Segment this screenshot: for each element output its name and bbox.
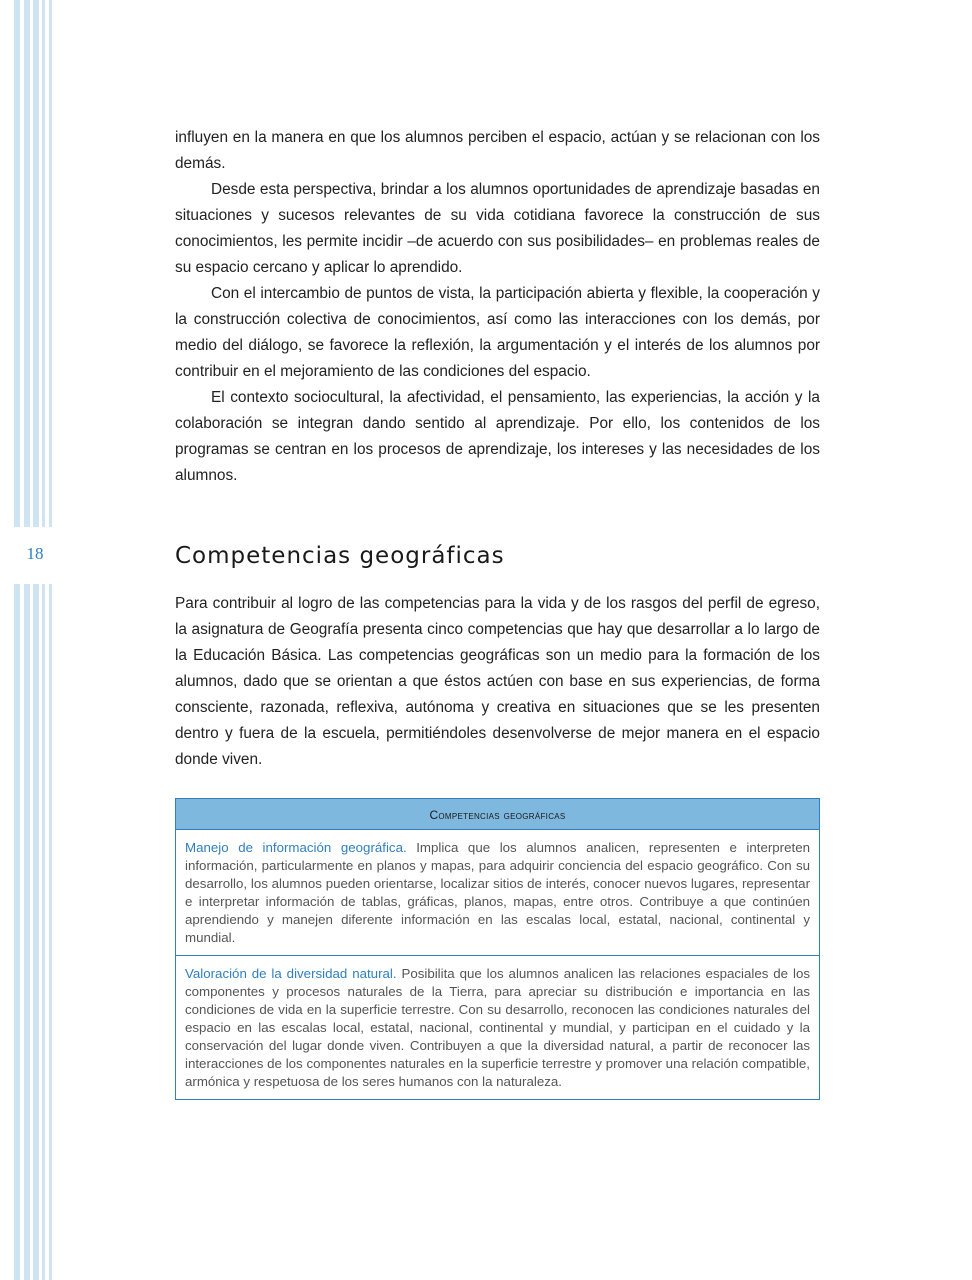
table-row xyxy=(176,830,819,955)
margin-stripe xyxy=(42,0,45,527)
competencies-table xyxy=(175,798,820,1100)
margin-stripe xyxy=(49,0,52,527)
page-number: 18 xyxy=(26,544,44,563)
competency-term: Manejo de información geográfica. xyxy=(185,840,417,855)
margin-stripe xyxy=(24,584,30,1280)
section-body xyxy=(175,591,820,773)
table-row xyxy=(176,955,819,1099)
margin-stripe xyxy=(49,584,52,1280)
paragraph: influyen en la manera en que los alumnos perciben el espacio, actúan y se relacionan con los demás. xyxy=(175,129,820,172)
margin-stripe xyxy=(33,0,39,527)
margin-stripe xyxy=(42,584,45,1280)
paragraph: Desde esta perspectiva, brindar a los alumnos oportunidades de aprendizaje basadas en situaciones y sucesos relevantes de su vida cotidiana favorece la construcción de sus conocimientos, les permite incidir –de acuerdo con sus posibilidades– en problemas reales de su espacio cercano y aplicar lo aprendido. xyxy=(175,181,820,276)
margin-stripe xyxy=(24,0,30,527)
paragraph: Para contribuir al logro de las competencias para la vida y de los rasgos del perfil de egreso, la asignatura de Geografía presenta cinco competencias que hay que desarrollar a lo largo de la Educación Básica. Las competencias geográficas son un medio para la formación de los alumnos, dado que se orientan a que éstos actúen con base en sus experiencias, de forma consciente, razonada, reflexiva, autónoma y creativa en situaciones que se les presenten dentro y fuera de la escuela, permitiéndoles desenvolverse de mejor manera en el espacio donde viven. xyxy=(175,595,820,768)
competency-term: Valoración de la diversidad natural. xyxy=(185,966,402,981)
competency-description: Implica que los alumnos analicen, representen e interpreten información, particularmente en planos y mapas, para adquirir conciencia del espacio geográfico. Con su desarrollo, los alumnos pueden orientarse, localizar sitios de interés, conocer nuevos lugares, representar e interpretar información de tablas, gráficas, planos, mapas, entre otros. Contribuye a que continúen aprendiendo y manejen diferente información en las escalas local, estatal, nacional, continental y mundial. xyxy=(185,840,810,945)
intro-text xyxy=(175,125,820,489)
margin-stripe xyxy=(14,0,20,527)
margin-stripe xyxy=(14,584,20,1280)
section-title: Competencias geográficas xyxy=(175,543,505,569)
margin-stripe xyxy=(33,584,39,1280)
paragraph: Con el intercambio de puntos de vista, la participación abierta y flexible, la cooperación y la construcción colectiva de conocimientos, así como las interacciones con los demás, por medio del diálogo, se favorece la reflexión, la argumentación y el interés de los alumnos por contribuir en el mejoramiento de las condiciones del espacio. xyxy=(175,285,820,380)
table-header: Competencias geográficas xyxy=(176,799,819,830)
paragraph: El contexto sociocultural, la afectividad, el pensamiento, las experiencias, la acción y la colaboración se integran dando sentido al aprendizaje. Por ello, los contenidos de los programas se centran en los procesos de aprendizaje, los intereses y las necesidades de los alumnos. xyxy=(175,389,820,484)
margin-stripes xyxy=(0,0,60,1280)
competency-description: Posibilita que los alumnos analicen las relaciones espaciales de los componentes y procesos naturales de la Tierra, para apreciar su distribución e importancia en las condiciones de vida en la superficie terrestre. Con su desarrollo, reconocen las condiciones naturales del espacio en las escalas local, estatal, nacional, continental y mundial, y participan en el cuidado y la conservación del lugar donde viven. Contribuyen a que la diversidad natural, a partir de reconocer las interacciones de los componentes naturales en la superficie terrestre y promover una relación compatible, armónica y respetuosa de los seres humanos con la naturaleza. xyxy=(185,966,810,1089)
